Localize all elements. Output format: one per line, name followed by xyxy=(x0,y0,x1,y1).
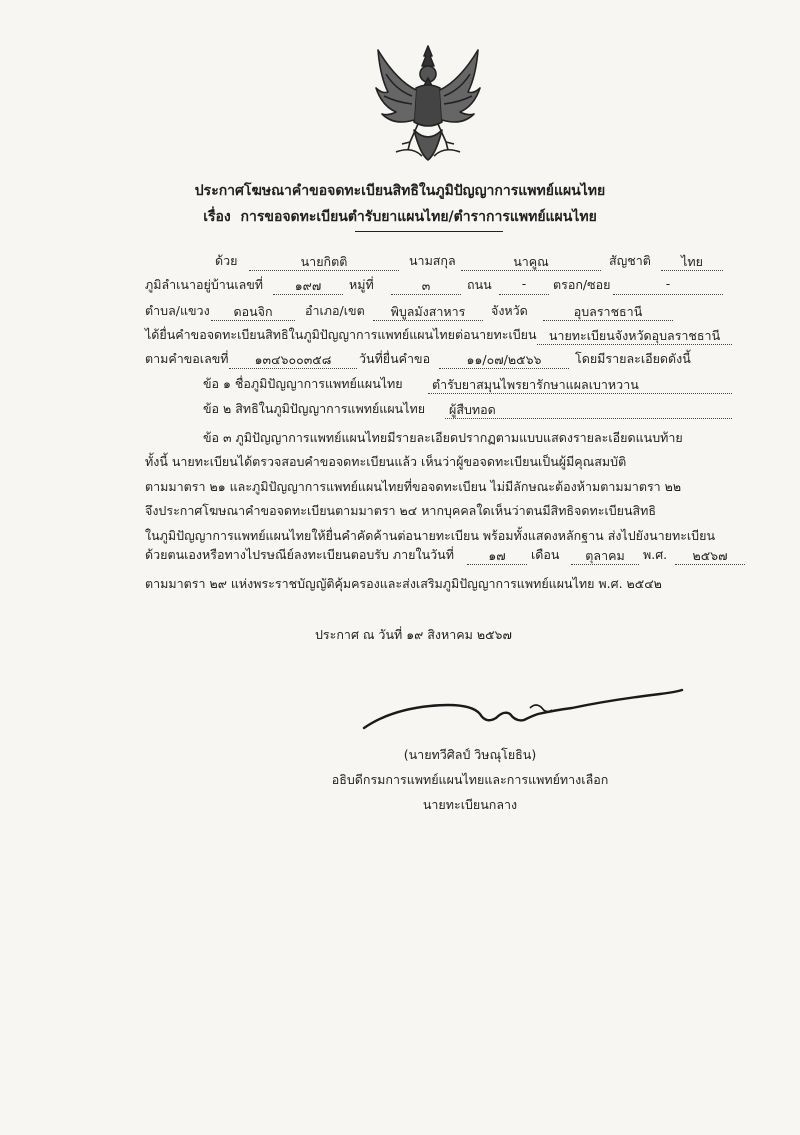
deadline-day-field: ๑๗ xyxy=(467,546,527,565)
soi-label: ตรอก/ซอย xyxy=(553,277,611,292)
subject-text: การขอจดทะเบียนตำรับยาแผนไทย/ตำราการแพทย์แผนไทย xyxy=(240,209,597,225)
domicile-label: ภูมิลำเนาอยู่บ้านเลขที่ xyxy=(145,277,264,292)
item1-field: ตำรับยาสมุนไพรยารักษาแผลเบาหวาน xyxy=(428,375,732,394)
surname-field: นาคูณ xyxy=(461,252,601,271)
body-line-3: ตามมาตรา ๒๑ และภูมิปัญญาการแพทย์แผนไทยที่ขอจดทะเบียน ไม่มีลักษณะต้องห้ามตามมาตรา ๒๒ xyxy=(145,479,682,494)
deadline-line xyxy=(145,546,745,568)
subject-label: เรื่อง xyxy=(203,209,231,225)
request-date-field: ๑๑/๐๗/๒๕๖๖ xyxy=(439,350,569,369)
item3-line: ข้อ ๓ ภูมิปัญญาการแพทย์แผนไทยมีรายละเอียดปรากฏตามแบบแสดงรายละเอียดแนบท้าย xyxy=(203,430,683,445)
item2-field: ผู้สืบทอด xyxy=(445,400,732,419)
deadline-prefix: ด้วยตนเองหรือทางไปรษณีย์ลงทะเบียนตอบรับ ภายในวันที่ xyxy=(145,547,454,562)
announcement-subject xyxy=(0,206,800,228)
district-label: อำเภอ/เขต xyxy=(305,303,365,318)
signatory-position: อธิบดีกรมการแพทย์แผนไทยและการแพทย์ทางเลือก xyxy=(331,772,609,787)
request-date-label: วันที่ยื่นคำขอ xyxy=(359,351,431,366)
body-line-2: ทั้งนี้ นายทะเบียนได้ตรวจสอบคำขอจดทะเบียนแล้ว เห็นว่าผู้ขอจดทะเบียนเป็นผู้มีคุณสมบัติ xyxy=(145,454,627,469)
signatory-name: (นายทวีศิลป์ วิษณุโยธิน) xyxy=(403,747,537,762)
request-line xyxy=(145,350,735,372)
location-line xyxy=(145,302,735,324)
item1-line xyxy=(203,375,733,397)
house-no-field: ๑๙๗ xyxy=(273,276,343,295)
signatory-role: นายทะเบียนกลาง xyxy=(422,797,518,812)
request-no-label: ตามคำขอเลขที่ xyxy=(145,351,229,366)
soi-field: - xyxy=(613,276,723,295)
title-divider xyxy=(355,231,503,232)
item2-label: ข้อ ๒ สิทธิในภูมิปัญญาการแพทย์แผนไทย xyxy=(203,401,426,416)
applicant-line xyxy=(215,252,735,274)
registrar-field: นายทะเบียนจังหวัดอุบลราชธานี xyxy=(537,326,732,345)
nationality-label: สัญชาติ xyxy=(609,253,651,268)
details-label: โดยมีรายละเอียดดังนี้ xyxy=(575,351,691,366)
province-label: จังหวัด xyxy=(491,303,528,318)
registrar-line xyxy=(145,326,735,348)
subdistrict-label: ตำบล/แขวง xyxy=(145,303,210,318)
deadline-month-field: ตุลาคม xyxy=(571,546,639,565)
month-label: เดือน xyxy=(531,547,560,562)
moo-field: ๓ xyxy=(391,276,461,295)
road-field: - xyxy=(499,276,549,295)
announce-date: ประกาศ ณ วันที่ ๑๙ สิงหาคม ๒๕๖๗ xyxy=(315,627,512,642)
road-label: ถนน xyxy=(467,277,492,292)
signature-scribble-icon xyxy=(360,670,690,740)
moo-label: หมู่ที่ xyxy=(349,277,374,292)
subdistrict-field: ดอนจิก xyxy=(211,302,295,321)
by-label: ด้วย xyxy=(215,253,238,268)
address-line xyxy=(145,276,735,298)
item1-label: ข้อ ๑ ชื่อภูมิปัญญาการแพทย์แผนไทย xyxy=(203,376,403,391)
request-no-field: ๑๓๔๖๐๐๓๕๘ xyxy=(229,350,357,369)
province-field: อุบลราชธานี xyxy=(543,302,673,321)
body-line-7: ตามมาตรา ๒๙ แห่งพระราชบัญญัติคุ้มครองและส่งเสริมภูมิปัญญาการแพทย์แผนไทย พ.ศ. ๒๕๔๒ xyxy=(145,576,662,591)
applicant-name-field: นายกิตติ xyxy=(249,252,399,271)
body-line-4: จึงประกาศโฆษณาคำขอจดทะเบียนตามมาตรา ๒๔ หากบุคคลใดเห็นว่าตนมีสิทธิจดทะเบียนสิทธิ xyxy=(145,503,657,518)
surname-label: นามสกุล xyxy=(409,253,456,268)
body-line-5: ในภูมิปัญญาการแพทย์แผนไทยให้ยื่นคำคัดค้านต่อนายทะเบียน พร้อมทั้งแสดงหลักฐาน ส่งไปยังนายทะเบียน xyxy=(145,528,715,543)
garuda-emblem-icon xyxy=(366,40,490,164)
announcement-title: ประกาศโฆษณาคำขอจดทะเบียนสิทธิในภูมิปัญญาการแพทย์แผนไทย xyxy=(194,183,606,199)
year-label: พ.ศ. xyxy=(643,547,668,562)
district-field: พิบูลมังสาหาร xyxy=(373,302,483,321)
nationality-field: ไทย xyxy=(661,252,723,271)
deadline-year-field: ๒๕๖๗ xyxy=(675,546,745,565)
item2-line xyxy=(203,400,733,422)
submitted-label: ได้ยื่นคำขอจดทะเบียนสิทธิในภูมิปัญญาการแพทย์แผนไทยต่อนายทะเบียน xyxy=(145,327,537,342)
